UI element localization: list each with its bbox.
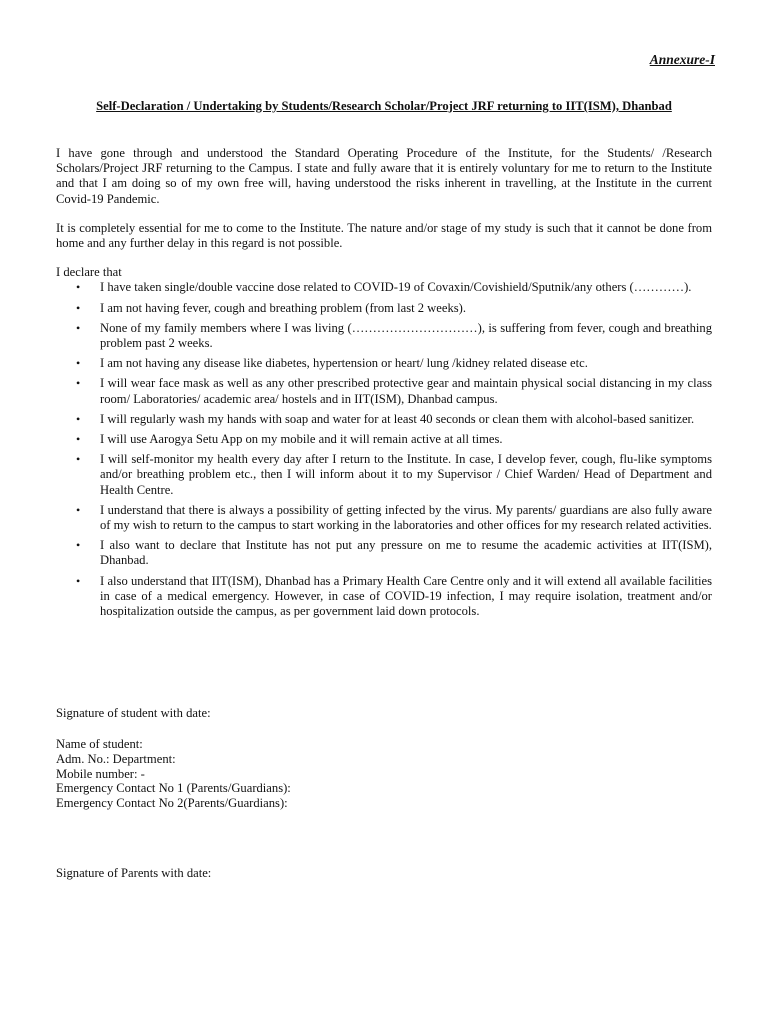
list-item bbox=[56, 538, 712, 568]
list-item bbox=[56, 280, 712, 295]
list-item-text: I am not having any disease like diabetes, hypertension or heart/ lung /kidney related disease etc. bbox=[100, 356, 588, 371]
bullet-icon: • bbox=[76, 432, 81, 447]
list-item-text: I am not having fever, cough and breathing problem (from last 2 weeks). bbox=[100, 300, 466, 315]
list-item bbox=[56, 452, 712, 498]
intro-paragraph: I have gone through and understood the Standard Operating Procedure of the Institute, for the Students/ /Research Scholars/Project JRF returning to the Campus. I state and fully aware that it is entirely voluntary for me to return to the Institute and that I am doing so of my own free will, having understood the risks inherent in travelling, at the Institute in the current Covid-19 Pandemic. bbox=[56, 146, 712, 206]
bullet-icon: • bbox=[76, 411, 81, 426]
list-item bbox=[56, 503, 712, 533]
declaration-list bbox=[56, 280, 712, 619]
student-details bbox=[56, 737, 712, 811]
bullet-icon: • bbox=[76, 573, 81, 588]
list-item bbox=[56, 301, 712, 316]
document-title: Self-Declaration / Undertaking by Students/Research Scholar/Project JRF returning to IIT(ISM), Dhanbad bbox=[96, 99, 672, 113]
bullet-icon: • bbox=[76, 502, 81, 517]
list-item bbox=[56, 356, 712, 371]
bullet-icon: • bbox=[76, 538, 81, 553]
list-item bbox=[56, 321, 712, 351]
declaration-body bbox=[56, 146, 712, 624]
bullet-icon: • bbox=[76, 356, 81, 371]
emergency-contact-2-label: Emergency Contact No 2(Parents/Guardians): bbox=[56, 796, 288, 811]
list-item-text: I will wear face mask as well as any other prescribed protective gear and maintain physical social distancing in my class room/ Laboratories/ academic area/ hostels and in IIT(ISM), Dhanbad campus. bbox=[100, 376, 712, 406]
list-item-text: I have taken single/double vaccine dose related to COVID-19 of Covaxin/Covishield/Sputnik/any others (…………). bbox=[100, 280, 692, 295]
list-item-text: I also want to declare that Institute has not put any pressure on me to resume the academic activities at IIT(ISM), Dhanbad. bbox=[100, 538, 712, 568]
adm-department-label: Adm. No.: Department: bbox=[56, 751, 176, 766]
bullet-icon: • bbox=[76, 452, 81, 467]
mobile-number-label: Mobile number: - bbox=[56, 766, 145, 781]
list-item-text: I understand that there is always a possibility of getting infected by the virus. My parents/ guardians are also fully aware of my wish to return to the campus to start working in the laboratories and other offices for my research related activities. bbox=[100, 502, 712, 533]
list-item bbox=[56, 432, 712, 447]
bullet-icon: • bbox=[76, 376, 81, 391]
list-item-text: I also understand that IIT(ISM), Dhanbad has a Primary Health Care Centre only and it will extend all available facilities in case of a medical emergency. However, in case of COVID-19 infection, I may require isolation, treatment and/or hospitalization outside the campus, as per government laid down protocols. bbox=[100, 573, 712, 619]
list-item-text: I will self-monitor my health every day after I return to the Institute. In case, I develop fever, cough, flu-like symptoms and/or breathing problem etc., then I will inform about it to my Supervisor / Chief Warden/ Head of Department and Health Centre. bbox=[100, 452, 712, 497]
student-name-label: Name of student: bbox=[56, 737, 143, 751]
list-item-text: I will use Aarogya Setu App on my mobile and it will remain active at all times. bbox=[100, 432, 503, 447]
parents-signature-line: Signature of Parents with date: bbox=[56, 866, 212, 880]
bullet-icon: • bbox=[76, 280, 81, 295]
list-item bbox=[56, 574, 712, 620]
emergency-contact-1-label: Emergency Contact No 1 (Parents/Guardians): bbox=[56, 781, 291, 796]
annexure-label: Annexure-I bbox=[649, 52, 715, 67]
list-item bbox=[56, 412, 712, 427]
list-item bbox=[56, 376, 712, 406]
bullet-icon: • bbox=[76, 300, 81, 315]
list-item-text: I will regularly wash my hands with soap and water for at least 40 seconds or clean them with alcohol-based sanitizer. bbox=[100, 411, 695, 426]
list-item-text: None of my family members where I was living (…………………………), is suffering from fever, cough and breathing problem past 2 weeks. bbox=[100, 320, 712, 351]
essential-paragraph: It is completely essential for me to come to the Institute. The nature and/or stage of my study is such that it cannot be done from home and any further delay in this regard is not possible. bbox=[56, 220, 712, 251]
student-signature-line: Signature of student with date: bbox=[56, 706, 211, 720]
declare-intro: I declare that bbox=[56, 265, 122, 280]
bullet-icon: • bbox=[76, 320, 81, 335]
